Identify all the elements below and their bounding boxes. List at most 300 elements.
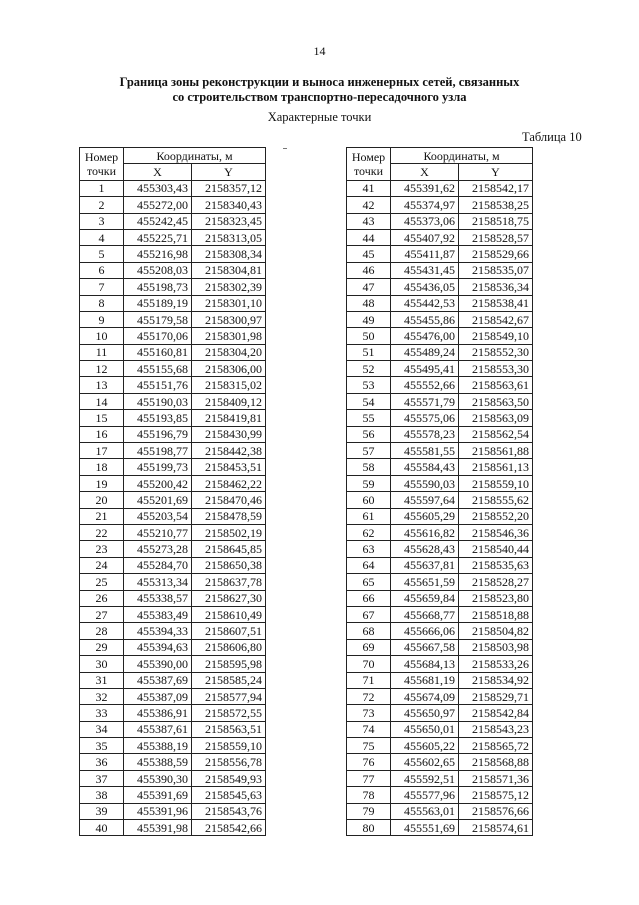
point-number-cell: 35 — [80, 738, 124, 754]
y-coordinate-cell: 2158306,00 — [192, 361, 266, 377]
table-row — [347, 656, 533, 672]
x-coordinate-cell: 455651,59 — [391, 574, 459, 590]
x-coordinate-cell: 455578,23 — [391, 426, 459, 442]
y-coordinate-cell: 2158575,12 — [459, 787, 533, 803]
x-coordinate-cell: 455216,98 — [124, 246, 192, 262]
y-coordinate-cell: 2158419,81 — [192, 410, 266, 426]
table-row — [80, 197, 266, 213]
table-row — [347, 524, 533, 540]
y-coordinate-cell: 2158300,97 — [192, 311, 266, 327]
table-row — [347, 393, 533, 409]
point-number-cell: 26 — [80, 590, 124, 606]
table-row — [80, 426, 266, 442]
table-row — [80, 279, 266, 295]
x-coordinate-cell: 455391,69 — [124, 787, 192, 803]
y-coordinate-cell: 2158568,88 — [459, 754, 533, 770]
point-number-cell: 54 — [347, 393, 391, 409]
table-row — [347, 688, 533, 704]
table-row — [347, 443, 533, 459]
y-coordinate-cell: 2158478,59 — [192, 508, 266, 524]
y-coordinate-cell: 2158543,23 — [459, 721, 533, 737]
point-number-cell: 45 — [347, 246, 391, 262]
coordinates-table-left — [79, 147, 266, 836]
table-row — [347, 328, 533, 344]
x-coordinate-cell: 455391,62 — [391, 180, 459, 196]
y-coordinate-cell: 2158542,84 — [459, 705, 533, 721]
point-number-cell: 68 — [347, 623, 391, 639]
point-number-cell: 66 — [347, 590, 391, 606]
point-number-cell: 36 — [80, 754, 124, 770]
y-coordinate-cell: 2158585,24 — [192, 672, 266, 688]
y-coordinate-cell: 2158650,38 — [192, 557, 266, 573]
point-number-cell: 60 — [347, 492, 391, 508]
table-row — [80, 361, 266, 377]
header-number-line1: Номер — [351, 149, 386, 164]
table-row — [80, 590, 266, 606]
y-coordinate-cell: 2158571,36 — [459, 770, 533, 786]
y-coordinate-cell: 2158543,76 — [192, 803, 266, 819]
point-number-cell: 10 — [80, 328, 124, 344]
x-coordinate-cell: 455388,59 — [124, 754, 192, 770]
x-coordinate-cell: 455394,33 — [124, 623, 192, 639]
y-coordinate-cell: 2158572,55 — [192, 705, 266, 721]
x-coordinate-cell: 455390,30 — [124, 770, 192, 786]
table-row — [347, 229, 533, 245]
table-row — [347, 311, 533, 327]
x-coordinate-cell: 455203,54 — [124, 508, 192, 524]
y-coordinate-cell: 2158462,22 — [192, 475, 266, 491]
point-number-cell: 37 — [80, 770, 124, 786]
y-coordinate-cell: 2158357,12 — [192, 180, 266, 196]
y-coordinate-cell: 2158529,71 — [459, 688, 533, 704]
x-coordinate-cell: 455196,79 — [124, 426, 192, 442]
y-coordinate-cell: 2158533,26 — [459, 656, 533, 672]
x-coordinate-cell: 455667,58 — [391, 639, 459, 655]
x-coordinate-cell: 455666,06 — [391, 623, 459, 639]
x-coordinate-cell: 455200,42 — [124, 475, 192, 491]
y-coordinate-cell: 2158301,10 — [192, 295, 266, 311]
table-row — [80, 213, 266, 229]
table-row — [80, 803, 266, 819]
point-number-cell: 48 — [347, 295, 391, 311]
point-number-cell: 16 — [80, 426, 124, 442]
table-row — [80, 443, 266, 459]
point-number-cell: 65 — [347, 574, 391, 590]
x-coordinate-cell: 455179,58 — [124, 311, 192, 327]
table-row — [80, 623, 266, 639]
table-row — [80, 393, 266, 409]
table-row — [80, 377, 266, 393]
y-coordinate-cell: 2158552,30 — [459, 344, 533, 360]
y-coordinate-cell: 2158637,78 — [192, 574, 266, 590]
point-number-cell: 2 — [80, 197, 124, 213]
point-number-cell: 21 — [80, 508, 124, 524]
table-row — [80, 557, 266, 573]
x-coordinate-cell: 455201,69 — [124, 492, 192, 508]
x-coordinate-cell: 455616,82 — [391, 524, 459, 540]
y-coordinate-cell: 2158542,17 — [459, 180, 533, 196]
point-number-cell: 34 — [80, 721, 124, 737]
y-coordinate-cell: 2158545,63 — [192, 787, 266, 803]
y-coordinate-cell: 2158538,25 — [459, 197, 533, 213]
point-number-cell: 6 — [80, 262, 124, 278]
y-coordinate-cell: 2158552,20 — [459, 508, 533, 524]
x-coordinate-cell: 455563,01 — [391, 803, 459, 819]
point-number-cell: 63 — [347, 541, 391, 557]
point-number-cell: 23 — [80, 541, 124, 557]
x-coordinate-cell: 455193,85 — [124, 410, 192, 426]
x-coordinate-cell: 455170,06 — [124, 328, 192, 344]
y-coordinate-cell: 2158563,51 — [192, 721, 266, 737]
table-row — [347, 705, 533, 721]
x-coordinate-cell: 455303,43 — [124, 180, 192, 196]
header-y: Y — [192, 164, 266, 180]
point-number-cell: 38 — [80, 787, 124, 803]
x-coordinate-cell: 455313,34 — [124, 574, 192, 590]
header-number-line2: точки — [86, 163, 117, 178]
y-coordinate-cell: 2158302,39 — [192, 279, 266, 295]
point-number-cell: 33 — [80, 705, 124, 721]
point-number-cell: 50 — [347, 328, 391, 344]
x-coordinate-cell: 455495,41 — [391, 361, 459, 377]
y-coordinate-cell: 2158574,61 — [459, 820, 533, 836]
point-number-cell: 51 — [347, 344, 391, 360]
table-row — [347, 557, 533, 573]
point-number-cell: 70 — [347, 656, 391, 672]
header-number — [347, 148, 391, 181]
header-number — [80, 148, 124, 181]
point-number-cell: 71 — [347, 672, 391, 688]
point-number-cell: 62 — [347, 524, 391, 540]
y-coordinate-cell: 2158610,49 — [192, 606, 266, 622]
x-coordinate-cell: 455489,24 — [391, 344, 459, 360]
x-coordinate-cell: 455605,22 — [391, 738, 459, 754]
table-row — [347, 721, 533, 737]
y-coordinate-cell: 2158504,82 — [459, 623, 533, 639]
point-number-cell: 77 — [347, 770, 391, 786]
y-coordinate-cell: 2158304,20 — [192, 344, 266, 360]
table-row — [80, 180, 266, 196]
table-row — [80, 262, 266, 278]
point-number-cell: 11 — [80, 344, 124, 360]
x-coordinate-cell: 455386,91 — [124, 705, 192, 721]
x-coordinate-cell: 455668,77 — [391, 606, 459, 622]
table-row — [347, 492, 533, 508]
y-coordinate-cell: 2158308,34 — [192, 246, 266, 262]
table-row — [347, 279, 533, 295]
table-body-right — [347, 180, 533, 836]
x-coordinate-cell: 455394,63 — [124, 639, 192, 655]
point-number-cell: 73 — [347, 705, 391, 721]
point-number-cell: 67 — [347, 606, 391, 622]
y-coordinate-cell: 2158563,50 — [459, 393, 533, 409]
x-coordinate-cell: 455650,01 — [391, 721, 459, 737]
x-coordinate-cell: 455551,69 — [391, 820, 459, 836]
table-row — [347, 574, 533, 590]
y-coordinate-cell: 2158301,98 — [192, 328, 266, 344]
table-row — [347, 459, 533, 475]
point-number-cell: 18 — [80, 459, 124, 475]
header-number-line1: Номер — [84, 149, 119, 164]
table-row — [347, 197, 533, 213]
x-coordinate-cell: 455684,13 — [391, 656, 459, 672]
point-number-cell: 40 — [80, 820, 124, 836]
title-line-1: Граница зоны реконструкции и выноса инженерных сетей, связанных — [119, 75, 520, 89]
table-row — [347, 803, 533, 819]
table-row — [80, 770, 266, 786]
table-row — [80, 311, 266, 327]
subtitle: Характерные точки — [267, 110, 372, 124]
y-coordinate-cell: 2158315,02 — [192, 377, 266, 393]
table-row — [347, 639, 533, 655]
x-coordinate-cell: 455198,77 — [124, 443, 192, 459]
x-coordinate-cell: 455383,49 — [124, 606, 192, 622]
x-coordinate-cell: 455387,61 — [124, 721, 192, 737]
point-number-cell: 14 — [80, 393, 124, 409]
x-coordinate-cell: 455436,05 — [391, 279, 459, 295]
table-row — [347, 754, 533, 770]
point-number-cell: 55 — [347, 410, 391, 426]
x-coordinate-cell: 455190,03 — [124, 393, 192, 409]
x-coordinate-cell: 455407,92 — [391, 229, 459, 245]
title-line-2: со строительством транспортно-пересадочного узла — [172, 90, 467, 104]
point-number-cell: 72 — [347, 688, 391, 704]
point-number-cell: 12 — [80, 361, 124, 377]
x-coordinate-cell: 455155,68 — [124, 361, 192, 377]
table-row — [347, 213, 533, 229]
y-coordinate-cell: 2158442,38 — [192, 443, 266, 459]
y-coordinate-cell: 2158565,72 — [459, 738, 533, 754]
y-coordinate-cell: 2158409,12 — [192, 393, 266, 409]
table-row — [347, 738, 533, 754]
point-number-cell: 75 — [347, 738, 391, 754]
x-coordinate-cell: 455431,45 — [391, 262, 459, 278]
x-coordinate-cell: 455442,53 — [391, 295, 459, 311]
x-coordinate-cell: 455577,96 — [391, 787, 459, 803]
point-number-cell: 1 — [80, 180, 124, 196]
table-row — [80, 524, 266, 540]
y-coordinate-cell: 2158542,67 — [459, 311, 533, 327]
x-coordinate-cell: 455590,03 — [391, 475, 459, 491]
point-number-cell: 41 — [347, 180, 391, 196]
x-coordinate-cell: 455637,81 — [391, 557, 459, 573]
y-coordinate-cell: 2158536,34 — [459, 279, 533, 295]
header-x: X — [124, 164, 192, 180]
x-coordinate-cell: 455210,77 — [124, 524, 192, 540]
x-coordinate-cell: 455571,79 — [391, 393, 459, 409]
point-number-cell: 39 — [80, 803, 124, 819]
y-coordinate-cell: 2158518,75 — [459, 213, 533, 229]
point-number-cell: 79 — [347, 803, 391, 819]
point-number-cell: 7 — [80, 279, 124, 295]
point-number-cell: 80 — [347, 820, 391, 836]
x-coordinate-cell: 455390,00 — [124, 656, 192, 672]
x-coordinate-cell: 455160,81 — [124, 344, 192, 360]
table-row — [80, 541, 266, 557]
table-row — [80, 672, 266, 688]
table-row — [347, 590, 533, 606]
y-coordinate-cell: 2158555,62 — [459, 492, 533, 508]
y-coordinate-cell: 2158540,44 — [459, 541, 533, 557]
y-coordinate-cell: 2158304,81 — [192, 262, 266, 278]
y-coordinate-cell: 2158313,05 — [192, 229, 266, 245]
table-row — [80, 295, 266, 311]
x-coordinate-cell: 455575,06 — [391, 410, 459, 426]
point-number-cell: 28 — [80, 623, 124, 639]
y-coordinate-cell: 2158529,66 — [459, 246, 533, 262]
table-row — [80, 508, 266, 524]
y-coordinate-cell: 2158546,36 — [459, 524, 533, 540]
x-coordinate-cell: 455605,29 — [391, 508, 459, 524]
point-number-cell: 42 — [347, 197, 391, 213]
point-number-cell: 29 — [80, 639, 124, 655]
x-coordinate-cell: 455242,45 — [124, 213, 192, 229]
point-number-cell: 5 — [80, 246, 124, 262]
y-coordinate-cell: 2158453,51 — [192, 459, 266, 475]
table-row — [347, 262, 533, 278]
y-coordinate-cell: 2158561,88 — [459, 443, 533, 459]
y-coordinate-cell: 2158538,41 — [459, 295, 533, 311]
x-coordinate-cell: 455208,03 — [124, 262, 192, 278]
table-row — [80, 754, 266, 770]
point-number-cell: 76 — [347, 754, 391, 770]
table-row — [347, 361, 533, 377]
table-row — [347, 508, 533, 524]
point-number-cell: 56 — [347, 426, 391, 442]
y-coordinate-cell: 2158535,07 — [459, 262, 533, 278]
point-number-cell: 20 — [80, 492, 124, 508]
point-number-cell: 3 — [80, 213, 124, 229]
point-number-cell: 25 — [80, 574, 124, 590]
x-coordinate-cell: 455681,19 — [391, 672, 459, 688]
table-row — [347, 787, 533, 803]
x-coordinate-cell: 455338,57 — [124, 590, 192, 606]
point-number-cell: 69 — [347, 639, 391, 655]
table-row — [347, 820, 533, 836]
table-row — [347, 770, 533, 786]
x-coordinate-cell: 455391,96 — [124, 803, 192, 819]
y-coordinate-cell: 2158503,98 — [459, 639, 533, 655]
y-coordinate-cell: 2158645,85 — [192, 541, 266, 557]
point-number-cell: 47 — [347, 279, 391, 295]
y-coordinate-cell: 2158323,45 — [192, 213, 266, 229]
table-row — [347, 377, 533, 393]
coordinates-table-right — [346, 147, 533, 836]
point-number-cell: 58 — [347, 459, 391, 475]
table-row — [347, 475, 533, 491]
x-coordinate-cell: 455628,43 — [391, 541, 459, 557]
point-number-cell: 74 — [347, 721, 391, 737]
point-number-cell: 53 — [347, 377, 391, 393]
y-coordinate-cell: 2158542,66 — [192, 820, 266, 836]
table-row — [347, 426, 533, 442]
y-coordinate-cell: 2158559,10 — [192, 738, 266, 754]
table-row — [80, 787, 266, 803]
stray-mark — [283, 148, 287, 149]
x-coordinate-cell: 455388,19 — [124, 738, 192, 754]
point-number-cell: 31 — [80, 672, 124, 688]
x-coordinate-cell: 455374,97 — [391, 197, 459, 213]
x-coordinate-cell: 455151,76 — [124, 377, 192, 393]
table-row — [80, 656, 266, 672]
y-coordinate-cell: 2158577,94 — [192, 688, 266, 704]
y-coordinate-cell: 2158561,13 — [459, 459, 533, 475]
y-coordinate-cell: 2158562,54 — [459, 426, 533, 442]
point-number-cell: 24 — [80, 557, 124, 573]
x-coordinate-cell: 455273,28 — [124, 541, 192, 557]
x-coordinate-cell: 455198,73 — [124, 279, 192, 295]
x-coordinate-cell: 455225,71 — [124, 229, 192, 245]
x-coordinate-cell: 455455,86 — [391, 311, 459, 327]
x-coordinate-cell: 455387,09 — [124, 688, 192, 704]
document-title — [0, 75, 639, 105]
point-number-cell: 64 — [347, 557, 391, 573]
point-number-cell: 59 — [347, 475, 391, 491]
x-coordinate-cell: 455284,70 — [124, 557, 192, 573]
point-number-cell: 49 — [347, 311, 391, 327]
table-row — [80, 688, 266, 704]
y-coordinate-cell: 2158523,80 — [459, 590, 533, 606]
point-number-cell: 43 — [347, 213, 391, 229]
table-body-left — [80, 180, 266, 836]
x-coordinate-cell: 455411,87 — [391, 246, 459, 262]
point-number-cell: 61 — [347, 508, 391, 524]
x-coordinate-cell: 455272,00 — [124, 197, 192, 213]
y-coordinate-cell: 2158559,10 — [459, 475, 533, 491]
x-coordinate-cell: 455373,06 — [391, 213, 459, 229]
table-row — [80, 344, 266, 360]
y-coordinate-cell: 2158470,46 — [192, 492, 266, 508]
x-coordinate-cell: 455584,43 — [391, 459, 459, 475]
x-coordinate-cell: 455659,84 — [391, 590, 459, 606]
y-coordinate-cell: 2158535,63 — [459, 557, 533, 573]
table-row — [80, 459, 266, 475]
y-coordinate-cell: 2158595,98 — [192, 656, 266, 672]
page-number: 14 — [313, 44, 326, 58]
x-coordinate-cell: 455581,55 — [391, 443, 459, 459]
header-coords: Координаты, м — [124, 148, 266, 164]
table-row — [80, 410, 266, 426]
table-row — [347, 344, 533, 360]
table-row — [347, 672, 533, 688]
point-number-cell: 4 — [80, 229, 124, 245]
point-number-cell: 32 — [80, 688, 124, 704]
x-coordinate-cell: 455391,98 — [124, 820, 192, 836]
x-coordinate-cell: 455189,19 — [124, 295, 192, 311]
point-number-cell: 22 — [80, 524, 124, 540]
x-coordinate-cell: 455592,51 — [391, 770, 459, 786]
table-row — [80, 328, 266, 344]
x-coordinate-cell: 455674,09 — [391, 688, 459, 704]
table-row — [80, 246, 266, 262]
y-coordinate-cell: 2158534,92 — [459, 672, 533, 688]
y-coordinate-cell: 2158430,99 — [192, 426, 266, 442]
point-number-cell: 46 — [347, 262, 391, 278]
table-row — [80, 738, 266, 754]
table-row — [80, 574, 266, 590]
y-coordinate-cell: 2158627,30 — [192, 590, 266, 606]
point-number-cell: 57 — [347, 443, 391, 459]
header-y: Y — [459, 164, 533, 180]
x-coordinate-cell: 455597,64 — [391, 492, 459, 508]
y-coordinate-cell: 2158607,51 — [192, 623, 266, 639]
x-coordinate-cell: 455199,73 — [124, 459, 192, 475]
table-row — [347, 623, 533, 639]
point-number-cell: 19 — [80, 475, 124, 491]
table-row — [347, 410, 533, 426]
y-coordinate-cell: 2158528,27 — [459, 574, 533, 590]
table-caption: Таблица 10 — [522, 130, 582, 144]
